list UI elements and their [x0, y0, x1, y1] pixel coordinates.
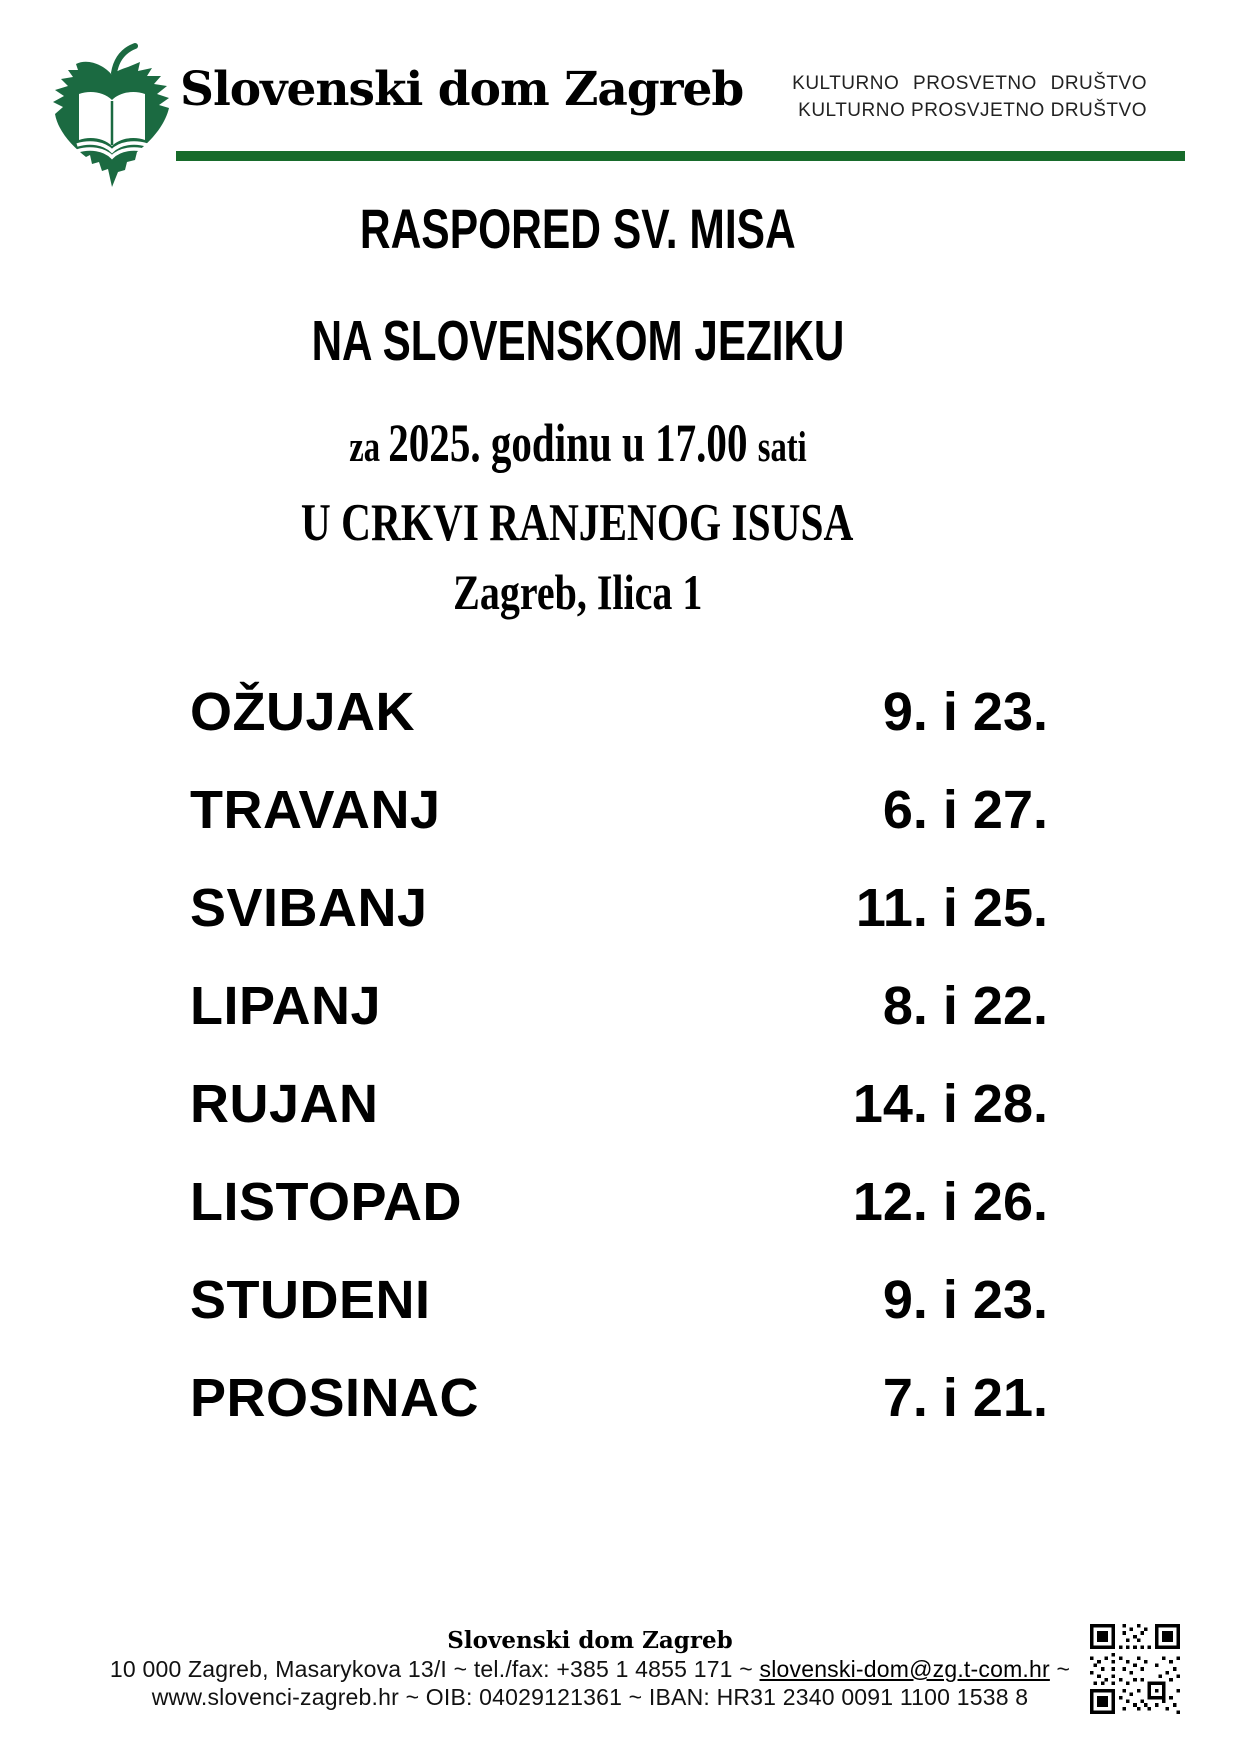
- title-line-3-main: 2025. godinu u 17.00: [387, 413, 758, 473]
- dates-value: 6. i 27.: [882, 780, 1048, 840]
- association-subtitle: [792, 70, 1147, 124]
- dates-value: 9. i 23.: [882, 1270, 1048, 1330]
- title-line-4-text: U CRKVI RANJENOG ISUSA: [301, 494, 854, 552]
- footer: [0, 1626, 1180, 1711]
- title-line-5-text: Zagreb, Ilica 1: [452, 564, 703, 620]
- association-line1: KULTURNO PROSVETNO DRUŠTVO: [792, 73, 1147, 94]
- month-label: LISTOPAD: [190, 1172, 463, 1232]
- month-label: STUDENI: [190, 1270, 431, 1330]
- footer-org-name: Slovenski dom Zagreb: [447, 1627, 733, 1654]
- association-line2: KULTURNO PROSVJETNO DRUŠTVO: [798, 100, 1147, 121]
- dates-value: 7. i 21.: [882, 1368, 1048, 1428]
- title-line-5: [0, 564, 1155, 620]
- schedule-row: [190, 663, 1048, 761]
- month-label: LIPANJ: [190, 976, 382, 1036]
- dates-value: 14. i 28.: [852, 1074, 1048, 1134]
- org-name: Slovenski dom Zagreb: [180, 62, 744, 117]
- header-divider: [176, 151, 1185, 161]
- month-label: OŽUJAK: [190, 682, 416, 742]
- month-label: PROSINAC: [190, 1368, 480, 1428]
- footer-info-line: www.slovenci-zagreb.hr ~ OIB: 04029121361 ~ IBAN: HR31 2340 0091 1100 1538 8: [151, 1684, 1029, 1710]
- title-line-1-text: RASPORED SV. MISA: [359, 197, 796, 260]
- schedule-row: [190, 761, 1048, 859]
- schedule-row: [190, 859, 1048, 957]
- dates-value: 9. i 23.: [882, 682, 1048, 742]
- schedule-row: [190, 1055, 1048, 1153]
- title-line-3-suffix: sati: [757, 424, 807, 471]
- dates-value: 8. i 22.: [882, 976, 1048, 1036]
- footer-email-link[interactable]: slovenski-dom@zg.t-com.hr: [759, 1656, 1050, 1682]
- schedule-row: [190, 1349, 1048, 1447]
- title-line-4: [0, 494, 1155, 552]
- title-line-3-prefix: za: [348, 424, 388, 471]
- dates-value: 11. i 25.: [855, 878, 1048, 938]
- title-line-3: [0, 414, 1155, 477]
- schedule-row: [190, 1153, 1048, 1251]
- schedule-row: [190, 1251, 1048, 1349]
- month-label: SVIBANJ: [190, 878, 428, 938]
- footer-address-tail: ~: [1049, 1656, 1071, 1682]
- month-label: TRAVANJ: [190, 780, 441, 840]
- title-line-2: [0, 310, 1155, 372]
- schedule-row: [190, 957, 1048, 1055]
- mass-schedule: [190, 663, 1048, 1447]
- month-label: RUJAN: [190, 1074, 379, 1134]
- leaf-icon: [42, 42, 182, 194]
- title-line-2-text: NA SLOVENSKOM JEZIKU: [311, 309, 844, 373]
- qr-code-icon: [1090, 1624, 1180, 1714]
- footer-address-line: [0, 1655, 1180, 1683]
- org-logo: [42, 42, 182, 194]
- title-line-1: [0, 198, 1155, 260]
- footer-address-text: 10 000 Zagreb, Masarykova 13/I ~ tel./fax: +385 1 4855 171 ~: [109, 1656, 760, 1682]
- qr-code: [1090, 1624, 1180, 1714]
- dates-value: 12. i 26.: [852, 1172, 1048, 1232]
